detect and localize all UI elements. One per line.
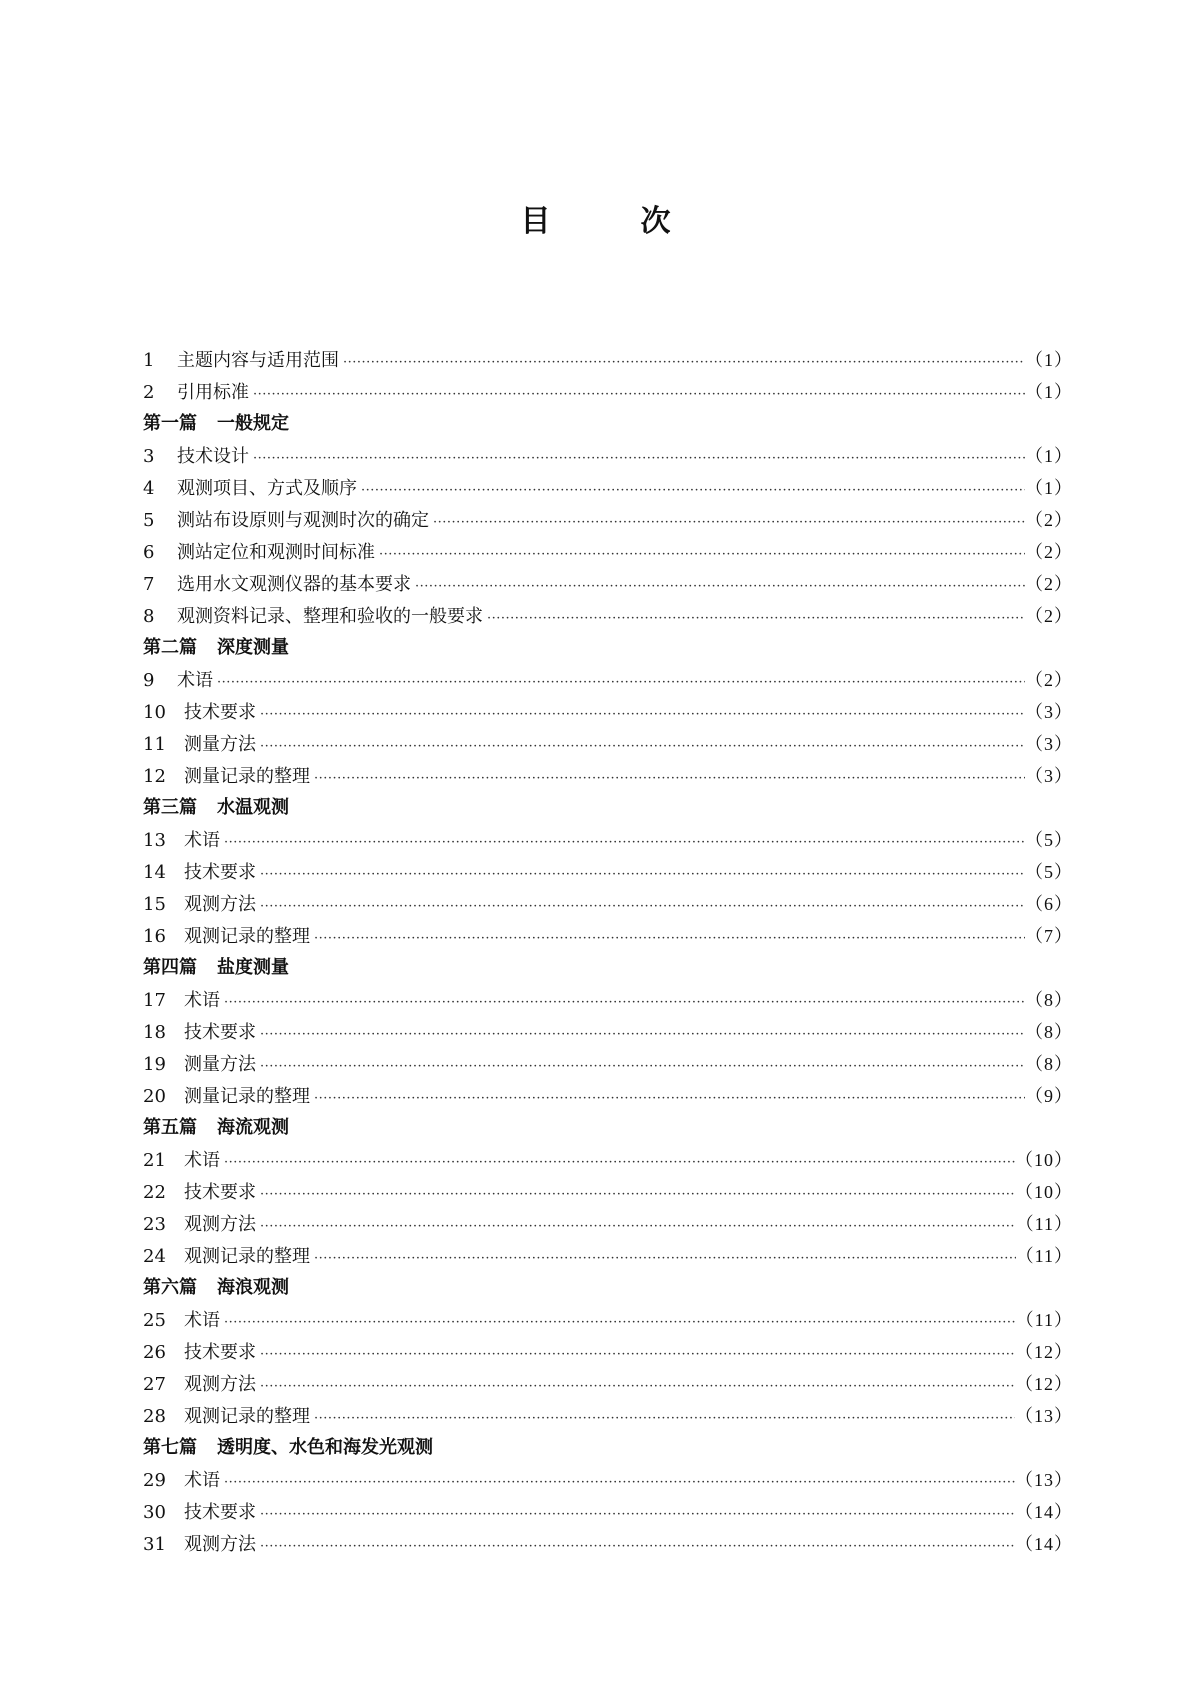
- toc-entry[interactable]: [143, 1048, 1073, 1080]
- toc-entry-title: 测站定位和观测时间标准: [177, 542, 375, 563]
- toc-leader-dots: [314, 923, 1025, 955]
- toc-entry[interactable]: [143, 920, 1073, 952]
- toc-entry-title: 技术要求: [184, 1022, 256, 1043]
- toc-entry-number: 31: [143, 1534, 166, 1555]
- toc-entry[interactable]: [143, 824, 1073, 856]
- toc-leader-dots: [224, 827, 1025, 859]
- toc-part-title: 深度测量: [217, 637, 289, 658]
- toc-entry-title: 技术要求: [184, 862, 256, 883]
- toc-entry[interactable]: [143, 568, 1073, 600]
- toc-leader-dots: [314, 763, 1025, 795]
- toc-entry-title: 技术设计: [177, 446, 249, 467]
- toc-entry[interactable]: [143, 1336, 1073, 1368]
- toc-entry-number: 9: [143, 670, 155, 691]
- toc-entry-title: 观测记录的整理: [184, 1406, 310, 1427]
- toc-entry-page: （3）: [1025, 734, 1073, 754]
- toc-entry-title: 观测项目、方式及顺序: [177, 478, 357, 499]
- toc-entry-title: 测量记录的整理: [184, 1086, 310, 1107]
- toc-entry-number: 16: [143, 926, 166, 947]
- toc-entry[interactable]: [143, 600, 1073, 632]
- toc-entry[interactable]: [143, 1368, 1073, 1400]
- toc-entry[interactable]: [143, 1208, 1073, 1240]
- toc-entry[interactable]: [143, 376, 1073, 408]
- toc-leader-dots: [224, 987, 1025, 1019]
- toc-entry-title: 测量方法: [184, 734, 256, 755]
- toc-leader-dots: [260, 1531, 1015, 1563]
- toc-entry-number: 11: [143, 734, 166, 755]
- toc-leader-dots: [260, 1019, 1025, 1051]
- toc-entry-title: 引用标准: [177, 382, 249, 403]
- toc-entry-page: （5）: [1025, 830, 1073, 850]
- toc-entry[interactable]: [143, 1400, 1073, 1432]
- toc-entry-page: （2）: [1025, 670, 1073, 690]
- toc-entry-number: 28: [143, 1406, 166, 1427]
- toc-entry-page: （11）: [1015, 1214, 1073, 1234]
- toc-entry[interactable]: [143, 1176, 1073, 1208]
- toc-leader-dots: [224, 1467, 1015, 1499]
- toc-entry[interactable]: [143, 504, 1073, 536]
- toc-part-title: 海浪观测: [217, 1277, 289, 1298]
- toc-part-number: 第二篇: [143, 637, 197, 658]
- toc-leader-dots: [217, 667, 1025, 699]
- toc-entry-title: 技术要求: [184, 702, 256, 723]
- toc-leader-dots: [361, 475, 1025, 507]
- toc-entry-page: （7）: [1025, 926, 1073, 946]
- toc-entry-number: 12: [143, 766, 166, 787]
- toc-entry[interactable]: [143, 1240, 1073, 1272]
- toc-entry-number: 27: [143, 1374, 166, 1395]
- toc-entry-number: 21: [143, 1150, 166, 1171]
- toc-entry-page: （2）: [1025, 574, 1073, 594]
- toc-entry-number: 24: [143, 1246, 166, 1267]
- toc-entry-number: 4: [143, 478, 155, 499]
- toc-part-number: 第五篇: [143, 1117, 197, 1138]
- toc-part-number: 第三篇: [143, 797, 197, 818]
- toc-part-heading: [143, 952, 1073, 984]
- toc-entry[interactable]: [143, 1144, 1073, 1176]
- toc-entry[interactable]: [143, 696, 1073, 728]
- toc-entry-title: 观测方法: [184, 1214, 256, 1235]
- toc-leader-dots: [379, 539, 1025, 571]
- toc-entry-title: 术语: [184, 1150, 220, 1171]
- toc-entry-title: 主题内容与适用范围: [177, 350, 339, 371]
- toc-entry-title: 观测记录的整理: [184, 926, 310, 947]
- toc-entry-number: 7: [143, 574, 155, 595]
- toc-leader-dots: [260, 1499, 1015, 1531]
- toc-leader-dots: [260, 1179, 1015, 1211]
- toc-part-title: 海流观测: [217, 1117, 289, 1138]
- toc-leader-dots: [487, 603, 1025, 635]
- toc-entry-title: 术语: [184, 830, 220, 851]
- toc-entry-title: 观测方法: [184, 1374, 256, 1395]
- toc-leader-dots: [224, 1147, 1015, 1179]
- toc-part-number: 第四篇: [143, 957, 197, 978]
- toc-part-number: 第一篇: [143, 413, 197, 434]
- toc-entry[interactable]: [143, 536, 1073, 568]
- toc-leader-dots: [260, 859, 1025, 891]
- toc-part-heading: [143, 408, 1073, 440]
- toc-entry-number: 17: [143, 990, 166, 1011]
- toc-entry-number: 14: [143, 862, 166, 883]
- toc-part-title: 盐度测量: [217, 957, 289, 978]
- toc-leader-dots: [314, 1403, 1015, 1435]
- toc-entry-page: （11）: [1015, 1246, 1073, 1266]
- toc-entry-title: 观测方法: [184, 894, 256, 915]
- toc-leader-dots: [260, 1211, 1016, 1243]
- toc-entry[interactable]: [143, 664, 1073, 696]
- toc-entry-title: 测站布设原则与观测时次的确定: [177, 510, 429, 531]
- toc-entry-title: 术语: [184, 990, 220, 1011]
- toc-leader-dots: [253, 379, 1025, 411]
- toc-leader-dots: [253, 443, 1025, 475]
- toc-entry[interactable]: [143, 1016, 1073, 1048]
- toc-entry-number: 15: [143, 894, 166, 915]
- toc-entry-page: （12）: [1015, 1374, 1073, 1394]
- toc-entry-page: （5）: [1025, 862, 1073, 882]
- page-title: [0, 196, 1191, 240]
- toc-entry-number: 30: [143, 1502, 166, 1523]
- toc-part-number: 第六篇: [143, 1277, 197, 1298]
- toc-entry-title: 测量方法: [184, 1054, 256, 1075]
- toc-entry-title: 术语: [184, 1470, 220, 1491]
- toc-entry-number: 8: [143, 606, 155, 627]
- toc-leader-dots: [224, 1307, 1016, 1339]
- toc-entry-page: （9）: [1025, 1086, 1073, 1106]
- toc-entry-title: 选用水文观测仪器的基本要求: [177, 574, 411, 595]
- toc-part-number: 第七篇: [143, 1437, 197, 1458]
- toc-entry-title: 术语: [177, 670, 213, 691]
- toc-entry[interactable]: [143, 1496, 1073, 1528]
- toc-entry-title: 观测方法: [184, 1534, 256, 1555]
- toc-part-title: 水温观测: [217, 797, 289, 818]
- toc-entry-number: 22: [143, 1182, 166, 1203]
- toc-entry-number: 19: [143, 1054, 166, 1075]
- toc-leader-dots: [314, 1083, 1025, 1115]
- toc-entry-number: 18: [143, 1022, 166, 1043]
- toc-entry-page: （3）: [1025, 702, 1073, 722]
- toc-leader-dots: [260, 1339, 1015, 1371]
- toc-entry-title: 技术要求: [184, 1502, 256, 1523]
- toc-entry-page: （8）: [1025, 1022, 1073, 1042]
- toc-entry-page: （8）: [1025, 1054, 1073, 1074]
- toc-entry-title: 技术要求: [184, 1182, 256, 1203]
- toc-entry[interactable]: [143, 1464, 1073, 1496]
- toc-entry-page: （2）: [1025, 606, 1073, 626]
- toc-entry[interactable]: [143, 472, 1073, 504]
- toc-entry-number: 2: [143, 382, 155, 403]
- toc-part-heading: [143, 1272, 1073, 1304]
- toc-entry[interactable]: [143, 984, 1073, 1016]
- title-char-2: 次: [640, 204, 671, 239]
- toc-entry[interactable]: [143, 440, 1073, 472]
- toc-entry-page: （14）: [1015, 1534, 1073, 1554]
- toc-entry-title: 术语: [184, 1310, 220, 1331]
- toc-part-title: 一般规定: [217, 413, 289, 434]
- toc-entry[interactable]: [143, 1080, 1073, 1112]
- toc-entry-number: 23: [143, 1214, 166, 1235]
- toc-entry[interactable]: [143, 1304, 1073, 1336]
- toc-entry-page: （10）: [1015, 1150, 1073, 1170]
- toc-entry-number: 10: [143, 702, 166, 723]
- toc-entry-page: （1）: [1025, 382, 1073, 402]
- toc-entry-page: （1）: [1025, 350, 1073, 370]
- toc-part-heading: [143, 1112, 1073, 1144]
- toc-entry-number: 25: [143, 1310, 166, 1331]
- toc-part-heading: [143, 632, 1073, 664]
- toc-entry-page: （2）: [1025, 542, 1073, 562]
- toc-leader-dots: [260, 731, 1025, 763]
- toc-entry-number: 3: [143, 446, 155, 467]
- toc-leader-dots: [260, 1051, 1025, 1083]
- toc-entry-title: 观测记录的整理: [184, 1246, 310, 1267]
- toc-entry-number: 5: [143, 510, 155, 531]
- toc-entry-number: 20: [143, 1086, 166, 1107]
- toc-leader-dots: [433, 507, 1025, 539]
- toc-leader-dots: [260, 1371, 1015, 1403]
- toc-entry-page: （8）: [1025, 990, 1073, 1010]
- toc-entry-page: （3）: [1025, 766, 1073, 786]
- toc-entry-page: （13）: [1015, 1470, 1073, 1490]
- toc-leader-dots: [260, 699, 1025, 731]
- toc-entry-page: （1）: [1025, 446, 1073, 466]
- toc-entry-page: （2）: [1025, 510, 1073, 530]
- toc-entry[interactable]: [143, 760, 1073, 792]
- toc-entry-title: 观测资料记录、整理和验收的一般要求: [177, 606, 483, 627]
- toc-entry-number: 29: [143, 1470, 166, 1491]
- toc-entry-title: 测量记录的整理: [184, 766, 310, 787]
- title-char-1: 目: [520, 204, 551, 239]
- toc-leader-dots: [343, 347, 1025, 379]
- toc-entry-page: （13）: [1015, 1406, 1073, 1426]
- toc-entry[interactable]: [143, 856, 1073, 888]
- toc-entry-page: （10）: [1015, 1182, 1073, 1202]
- toc-entry[interactable]: [143, 344, 1073, 376]
- toc-entry-number: 26: [143, 1342, 166, 1363]
- table-of-contents: [143, 344, 1073, 1560]
- toc-entry-number: 13: [143, 830, 166, 851]
- toc-entry[interactable]: [143, 1528, 1073, 1560]
- toc-entry-title: 技术要求: [184, 1342, 256, 1363]
- toc-entry[interactable]: [143, 728, 1073, 760]
- toc-entry-page: （14）: [1015, 1502, 1073, 1522]
- toc-part-title: 透明度、水色和海发光观测: [217, 1437, 433, 1458]
- toc-entry[interactable]: [143, 888, 1073, 920]
- toc-entry-number: 1: [143, 350, 155, 371]
- toc-entry-page: （11）: [1015, 1310, 1073, 1330]
- toc-entry-page: （1）: [1025, 478, 1073, 498]
- toc-part-heading: [143, 792, 1073, 824]
- toc-leader-dots: [314, 1243, 1016, 1275]
- toc-entry-page: （12）: [1015, 1342, 1073, 1362]
- toc-entry-page: （6）: [1025, 894, 1073, 914]
- toc-part-heading: [143, 1432, 1073, 1464]
- toc-entry-number: 6: [143, 542, 155, 563]
- toc-leader-dots: [260, 891, 1025, 923]
- toc-leader-dots: [415, 571, 1025, 603]
